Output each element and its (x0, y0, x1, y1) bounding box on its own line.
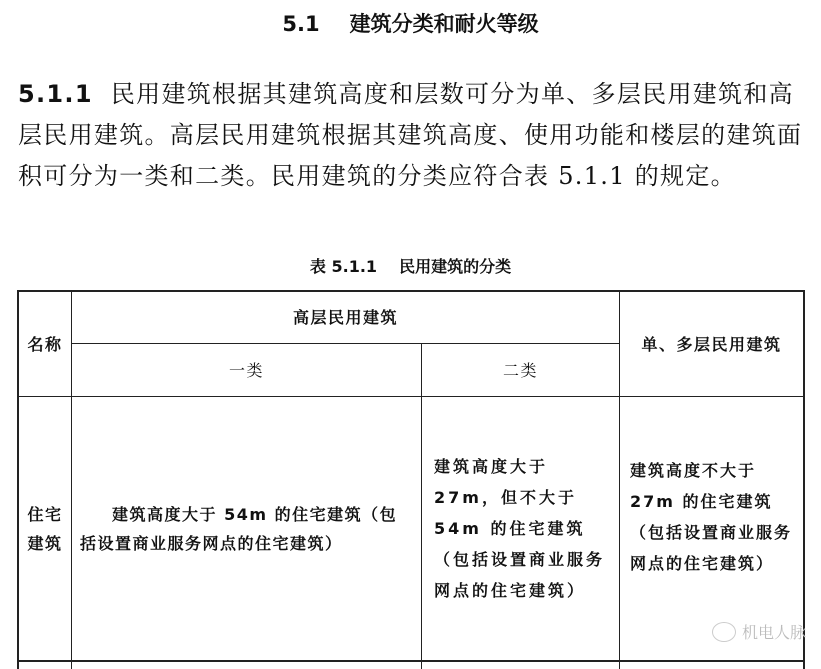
row-class2: 建筑高度大于 27m，但不大于 54m 的住宅建筑（包括设置商业服务网点的住宅建筑） (434, 457, 606, 600)
clause-paragraph (18, 74, 808, 197)
header-low-rise: 单、多层民用建筑 (641, 334, 782, 354)
row-low-rise: 建筑高度不大于 27m 的住宅建筑（包括设置商业服务网点的住宅建筑） (630, 461, 793, 573)
watermark-text: 机电人脉 (742, 623, 807, 642)
row-name: 住宅建筑 (27, 504, 63, 553)
table-caption-title: 民用建筑的分类 (399, 257, 512, 276)
clause-text: 民用建筑根据其建筑高度和层数可分为单、多层民用建筑和高层民用建筑。高层民用建筑根据其建筑高度、使用功能和楼层的建筑面积可分为一类和二类。民用建筑的分类应符合表 5.1.1 的规定。 (18, 80, 803, 190)
section-number: 5.1 (282, 12, 320, 36)
header-high-rise: 高层民用建筑 (292, 308, 398, 327)
header-class2: 二类 (502, 360, 538, 380)
table-border-right (803, 290, 805, 669)
wechat-icon (712, 622, 736, 642)
table-caption-number: 表 5.1.1 (309, 257, 378, 276)
table-caption (0, 254, 821, 277)
clause-number: 5.1.1 (18, 80, 93, 108)
header-class1: 一类 (228, 360, 264, 380)
table-divider (17, 660, 804, 662)
header-name: 名称 (27, 334, 63, 354)
watermark (712, 620, 806, 643)
row-class1: 建筑高度大于 54m 的住宅建筑（包括设置商业服务网点的住宅建筑） (80, 504, 398, 553)
section-title (0, 8, 821, 38)
section-title-text: 建筑分类和耐火等级 (349, 12, 539, 36)
